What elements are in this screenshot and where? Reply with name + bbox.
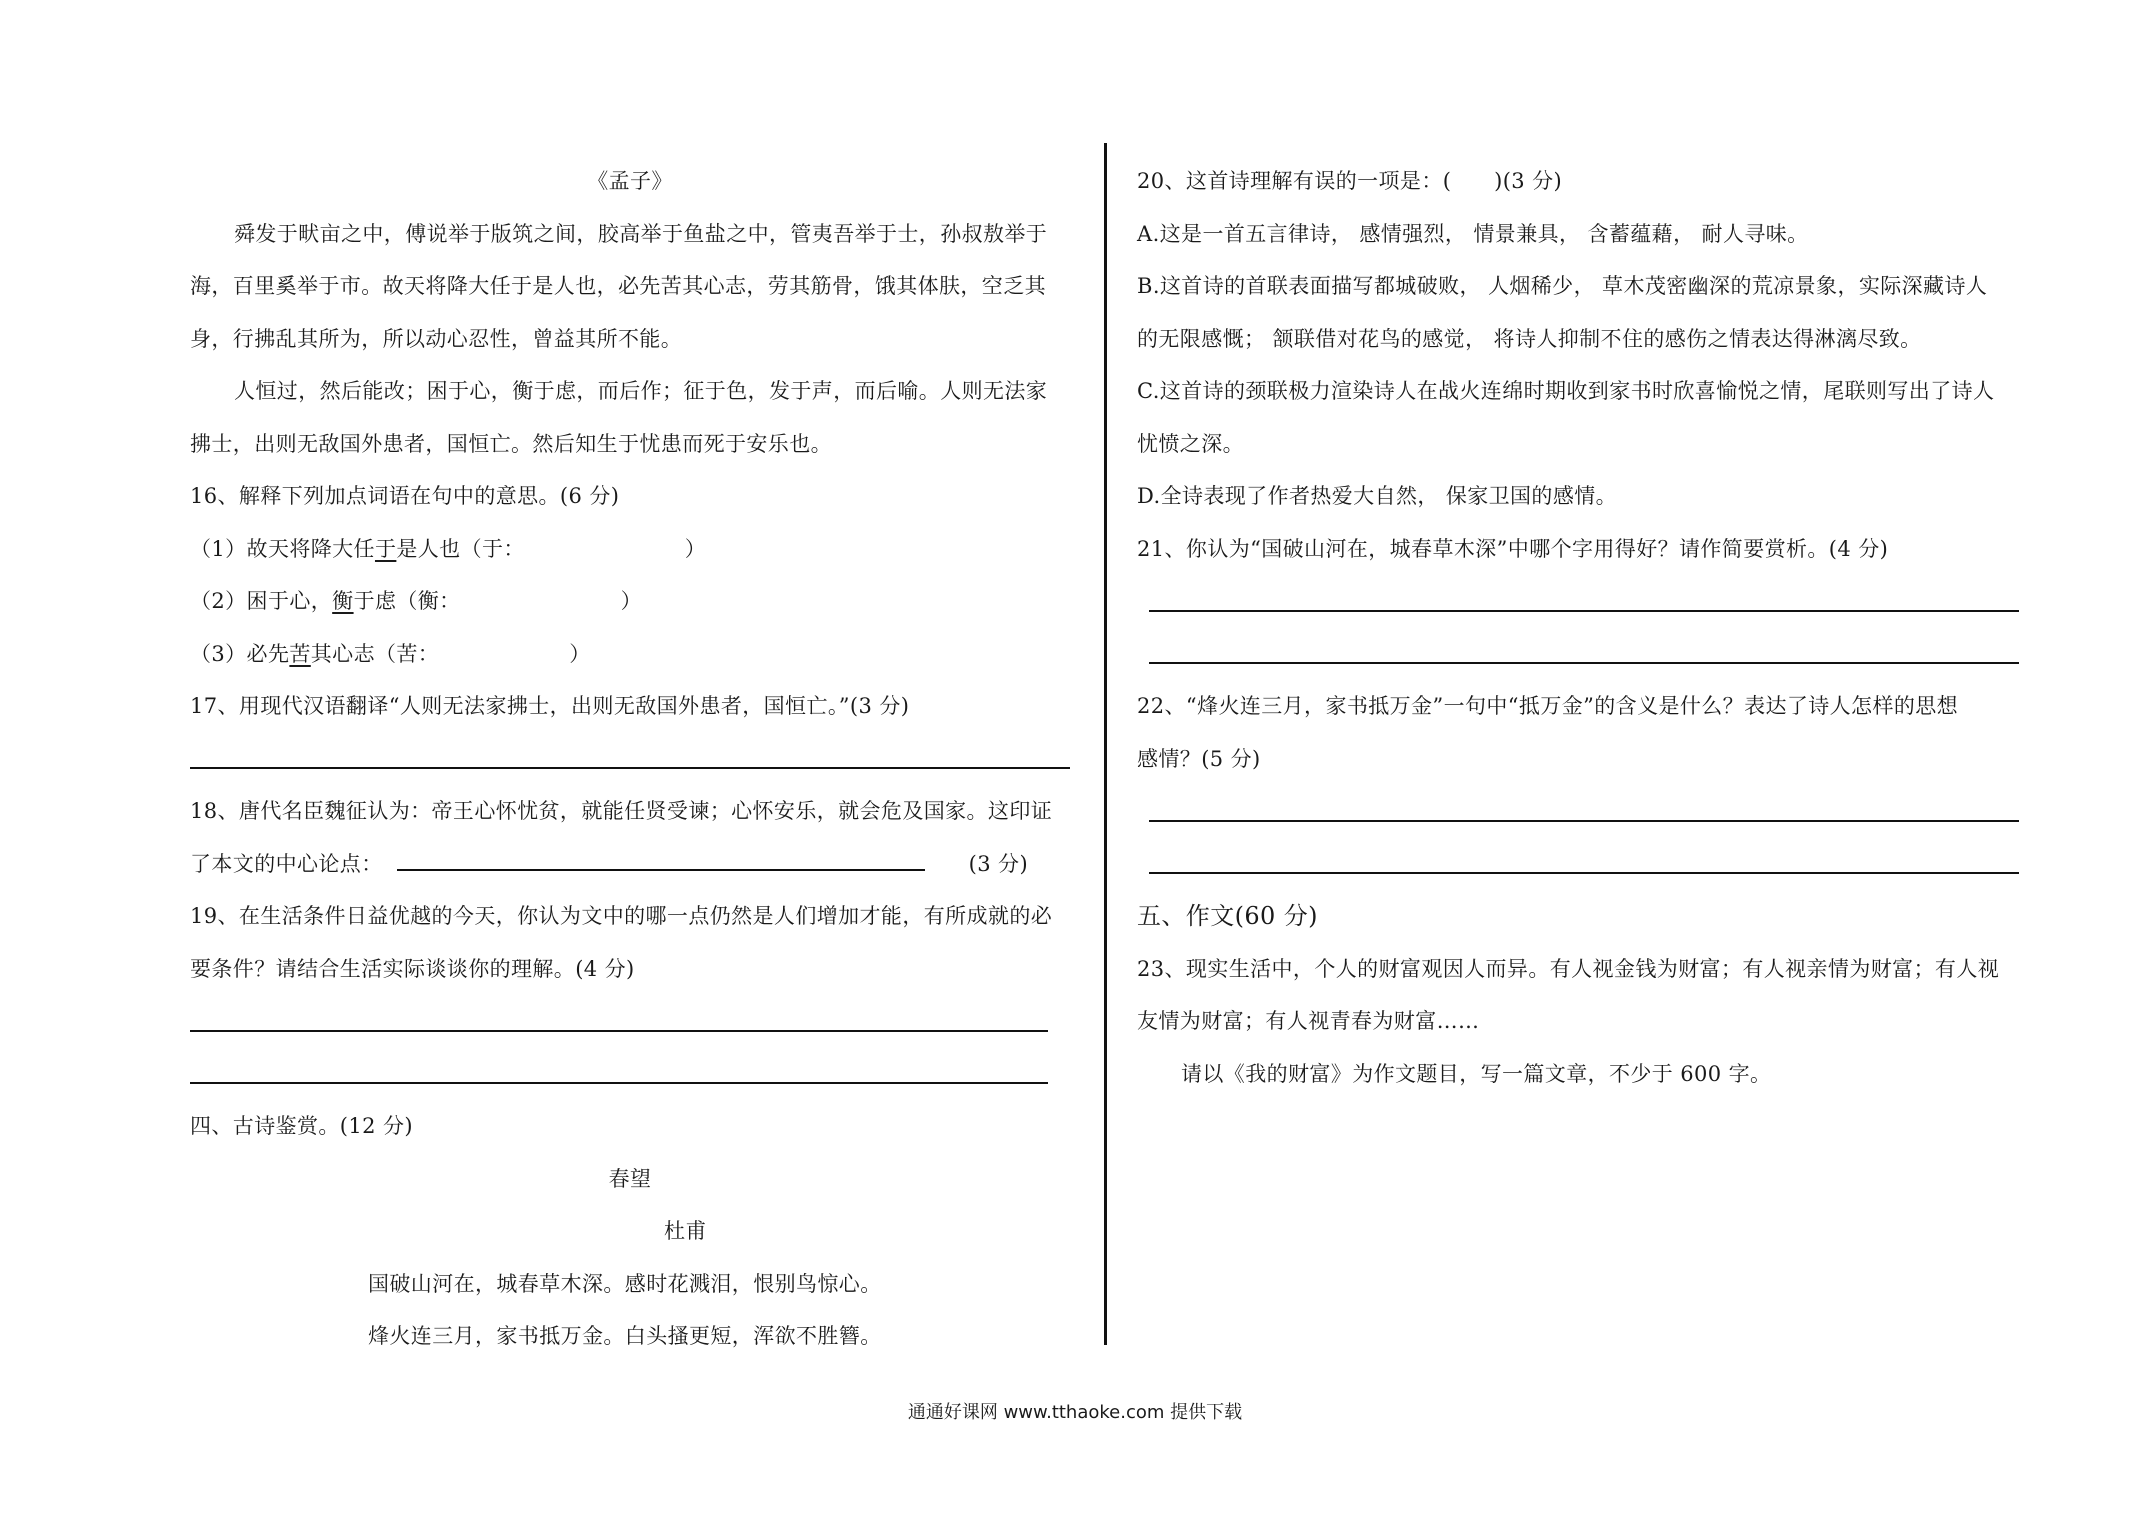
q20-option-c: C.这首诗的颈联极力渲染诗人在战火连绵时期收到家书时欣喜愉悦之情，尾联则写出了诗人 — [1137, 379, 1995, 403]
right-column — [1137, 155, 2017, 1100]
poem-line: 烽火连三月，家书抵万金。白头搔更短，浑欲不胜簪。 — [368, 1324, 882, 1348]
passage-title: 《孟子》 — [587, 169, 673, 193]
q16-1-word: 于 — [374, 536, 397, 561]
question-19-cont: 要条件？请结合生活实际谈谈你的理解。(4 分) — [190, 956, 635, 981]
passage-line: 拂士，出则无敌国外患者，国恒亡。然后知生于忧患而死于安乐也。 — [190, 431, 832, 456]
question-18: 18、唐代名臣魏征认为：帝王心怀忧贫，就能任贤受谏；心怀安乐，就会危及国家。这印证 — [190, 799, 1053, 823]
question-20: 20、这首诗理解有误的一项是：( )(3 分) — [1137, 169, 1563, 193]
answer-line-22b[interactable] — [1149, 838, 2017, 891]
q16-3-post: 其心志（苦： — [310, 641, 440, 666]
q20-option-b: B.这首诗的首联表面描写都城破败， 人烟稀少， 草木茂密幽深的荒凉景象，实际深藏诗人 — [1137, 274, 1988, 298]
section-5-heading: 五、作文(60 分) — [1137, 902, 1318, 930]
question-22: 22、“烽火连三月，家书抵万金”一句中“抵万金”的含义是什么？表达了诗人怎样的思想 — [1137, 694, 1959, 718]
poem-title: 春望 — [608, 1166, 652, 1191]
q16-1-pre: （1）故天将降大任 — [190, 536, 375, 561]
question-21: 21、你认为“国破山河在，城春草木深”中哪个字用得好？请作简要赏析。(4 分) — [1137, 536, 1889, 561]
q16-1-close: ） — [684, 536, 707, 561]
question-23-prompt: 请以《我的财富》为作文题目，写一篇文章，不少于 600 字。 — [1181, 1061, 1772, 1086]
q16-2-post: 于虑（衡： — [353, 589, 461, 613]
q16-3-close: ） — [569, 641, 591, 666]
q16-2-word: 衡 — [332, 589, 354, 613]
answer-line-19a[interactable] — [190, 995, 1070, 1048]
answer-line-21b[interactable] — [1149, 628, 2017, 681]
passage-line: 身，行拂乱其所为，所以动心忍性，曾益其所不能。 — [190, 326, 683, 351]
q20-option-c-cont: 忧愤之深。 — [1137, 431, 1244, 456]
passage-line: 人恒过，然后能改；困于心，衡于虑，而后作；征于色，发于声，而后喻。人则无法家 — [234, 379, 1048, 403]
q16-2-close: ） — [620, 589, 642, 613]
q16-3-word: 苦 — [289, 641, 311, 666]
question-16: 16、解释下列加点词语在句中的意思。(6 分) — [190, 484, 620, 508]
answer-line-18[interactable] — [397, 849, 925, 871]
question-22-cont: 感情？(5 分) — [1137, 746, 1261, 771]
question-16-1 — [190, 523, 1070, 576]
answer-line-21a[interactable] — [1149, 575, 2017, 628]
poem-author: 杜甫 — [664, 1219, 707, 1243]
q18-score: (3 分) — [968, 851, 1029, 876]
q16-3-pre: （3）必先 — [190, 641, 290, 666]
question-18-cont — [190, 838, 1070, 891]
passage-line: 舜发于畎亩之中，傅说举于版筑之间，胶高举于鱼盐之中，管夷吾举于士，孙叔敖举于 — [234, 221, 1048, 246]
question-23-cont: 友情为财富；有人视青春为财富…… — [1137, 1009, 1480, 1033]
answer-line-17[interactable] — [190, 733, 1070, 786]
column-divider — [1104, 143, 1107, 1345]
question-23: 23、现实生活中，个人的财富观因人而异。有人视金钱为财富；有人视亲情为财富；有人视 — [1137, 956, 2000, 981]
section-4-heading: 四、古诗鉴赏。(12 分) — [190, 1114, 413, 1138]
footer-source: 通通好课网 www.tthaoke.com 提供下载 — [907, 1402, 1243, 1423]
q20-option-b-cont: 的无限感慨； 颔联借对花鸟的感觉， 将诗人抑制不住的感伤之情表达得淋漓尽致。 — [1137, 326, 1922, 351]
answer-line-22a[interactable] — [1149, 785, 2017, 838]
answer-line-19b[interactable] — [190, 1048, 1070, 1101]
left-column — [190, 155, 1070, 1363]
question-16-2 — [190, 575, 1070, 628]
question-19: 19、在生活条件日益优越的今天，你认为文中的哪一点仍然是人们增加才能，有所成就的必 — [190, 904, 1053, 928]
poem-line: 国破山河在，城春草木深。感时花溅泪，恨别鸟惊心。 — [368, 1271, 882, 1296]
q20-option-d: D.全诗表现了作者热爱大自然， 保家卫国的感情。 — [1137, 484, 1618, 508]
q16-1-post: 是人也（于： — [396, 536, 525, 561]
q16-2-pre: （2）困于心， — [190, 589, 333, 613]
question-17: 17、用现代汉语翻译“人则无法家拂士，出则无敌国外患者，国恒亡。”(3 分) — [190, 694, 910, 718]
q18-label: 了本文的中心论点： — [190, 851, 383, 876]
question-16-3 — [190, 628, 1070, 681]
q20-option-a: A.这是一首五言律诗， 感情强烈， 情景兼具， 含蓄蕴藉， 耐人寻味。 — [1137, 221, 1809, 246]
passage-line: 海，百里奚举于市。故天将降大任于是人也，必先苦其心志，劳其筋骨，饿其体肤，空乏其 — [190, 274, 1046, 298]
